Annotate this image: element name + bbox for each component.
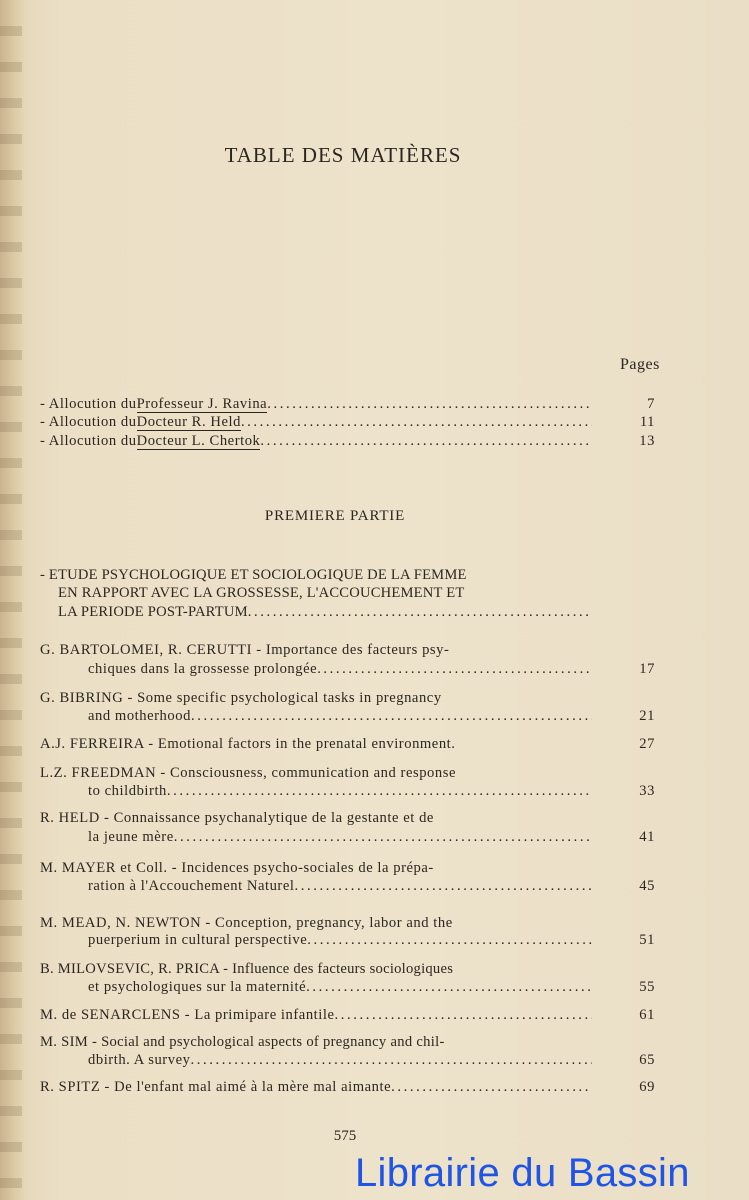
entry-text: la jeune mère [88,829,174,845]
page-number: 17 [639,661,655,677]
toc-entry [40,641,655,659]
entry-text: M. SIM - Social and psychological aspects of pregnancy and chil- [40,1034,445,1050]
toc-entry [40,809,655,827]
entry-text: and motherhood [88,708,191,724]
entry-text: to childbirth [88,783,167,799]
page-number: 51 [639,932,655,948]
page-number: 11 [639,414,655,430]
entry-name: Docteur R. Held [136,414,241,430]
toc-entry-cont [88,660,655,678]
section-heading [58,603,655,621]
toc-entry-cont [88,1051,655,1069]
toc-entry-cont [88,978,655,996]
toc-entry [40,1078,655,1096]
section-heading [40,566,655,584]
page-number: 33 [639,783,655,799]
entry-text: L.Z. FREEDMAN - Consciousness, communication and response [40,765,457,781]
entry-text: B. MILOVSEVIC, R. PRICA - Influence des facteurs sociologiques [40,961,454,977]
toc-entry-cont [88,877,655,895]
toc-entry [40,1033,655,1051]
entry-name: Professeur J. Ravina [136,396,268,412]
entry-text: R. SPITZ - De l'enfant mal aimé à la mère mal aimante [40,1079,392,1095]
allocution-entry [40,413,655,431]
toc-entry-cont [88,782,655,800]
toc-entry-cont [88,828,655,846]
toc-entry [40,859,655,877]
entry-prefix: - Allocution du [40,433,137,449]
toc-entry [40,735,655,753]
entry-text: M. MAYER et Coll. - Incidences psycho-sociales de la prépa- [40,860,434,876]
allocution-entry [40,395,655,413]
watermark: Librairie du Bassin [355,1151,690,1195]
page-number: 13 [639,433,655,449]
part-heading: PREMIERE PARTIE [264,508,406,524]
entry-text: A.J. FERREIRA - Emotional factors in the prenatal environment. [40,736,456,752]
page-number: 45 [639,878,655,894]
entry-text: M. de SENARCLENS - La primipare infantile [40,1007,335,1023]
page-folio: 575 [333,1128,357,1144]
entry-name: Docteur L. Chertok [136,433,261,449]
entry-text: R. HELD - Connaissance psychanalytique de la gestante et de [40,810,434,826]
entry-prefix: - Allocution du [40,396,137,412]
toc-entry [40,689,655,707]
toc-entry [40,914,655,932]
entry-text: G. BARTOLOMEI, R. CERUTTI - Importance des facteurs psy- [40,642,450,658]
entry-prefix: - Allocution du [40,414,137,430]
page-number: 21 [639,708,655,724]
toc-entry [40,764,655,782]
entry-text: puerperium in cultural perspective [88,932,308,948]
page-number: 7 [647,396,655,412]
entry-text: M. MEAD, N. NEWTON - Conception, pregnancy, labor and the [40,915,453,931]
entry-text: G. BIBRING - Some specific psychological tasks in pregnancy [40,690,442,706]
section-line: - ETUDE PSYCHOLOGIQUE ET SOCIOLOGIQUE DE LA FEMME [40,567,467,583]
section-heading [58,584,655,602]
book-binding-edge [0,0,22,1200]
page-number: 41 [639,829,655,845]
toc-entry [40,1006,655,1024]
page-number: 69 [639,1079,655,1095]
page-number: 61 [639,1007,655,1023]
entry-text: ration à l'Accouchement Naturel [88,878,295,894]
page-number: 27 [639,736,655,752]
entry-text: chiques dans la grossesse prolongée [88,661,318,677]
section-line: LA PERIODE POST-PARTUM [58,604,248,620]
toc-entry-cont [88,707,655,725]
page-number: 55 [639,979,655,995]
toc-entry-cont [88,931,655,949]
section-line: EN RAPPORT AVEC LA GROSSESSE, L'ACCOUCHEMENT ET [58,585,465,601]
entry-text: et psychologiques sur la maternité [88,979,307,995]
page-number: 65 [639,1052,655,1068]
toc-entry [40,960,655,978]
pages-column-label: Pages [620,356,660,373]
page-title: TABLE DES MATIÈRES [224,143,462,167]
allocution-entry [40,432,655,450]
entry-text: dbirth. A survey [88,1052,191,1068]
